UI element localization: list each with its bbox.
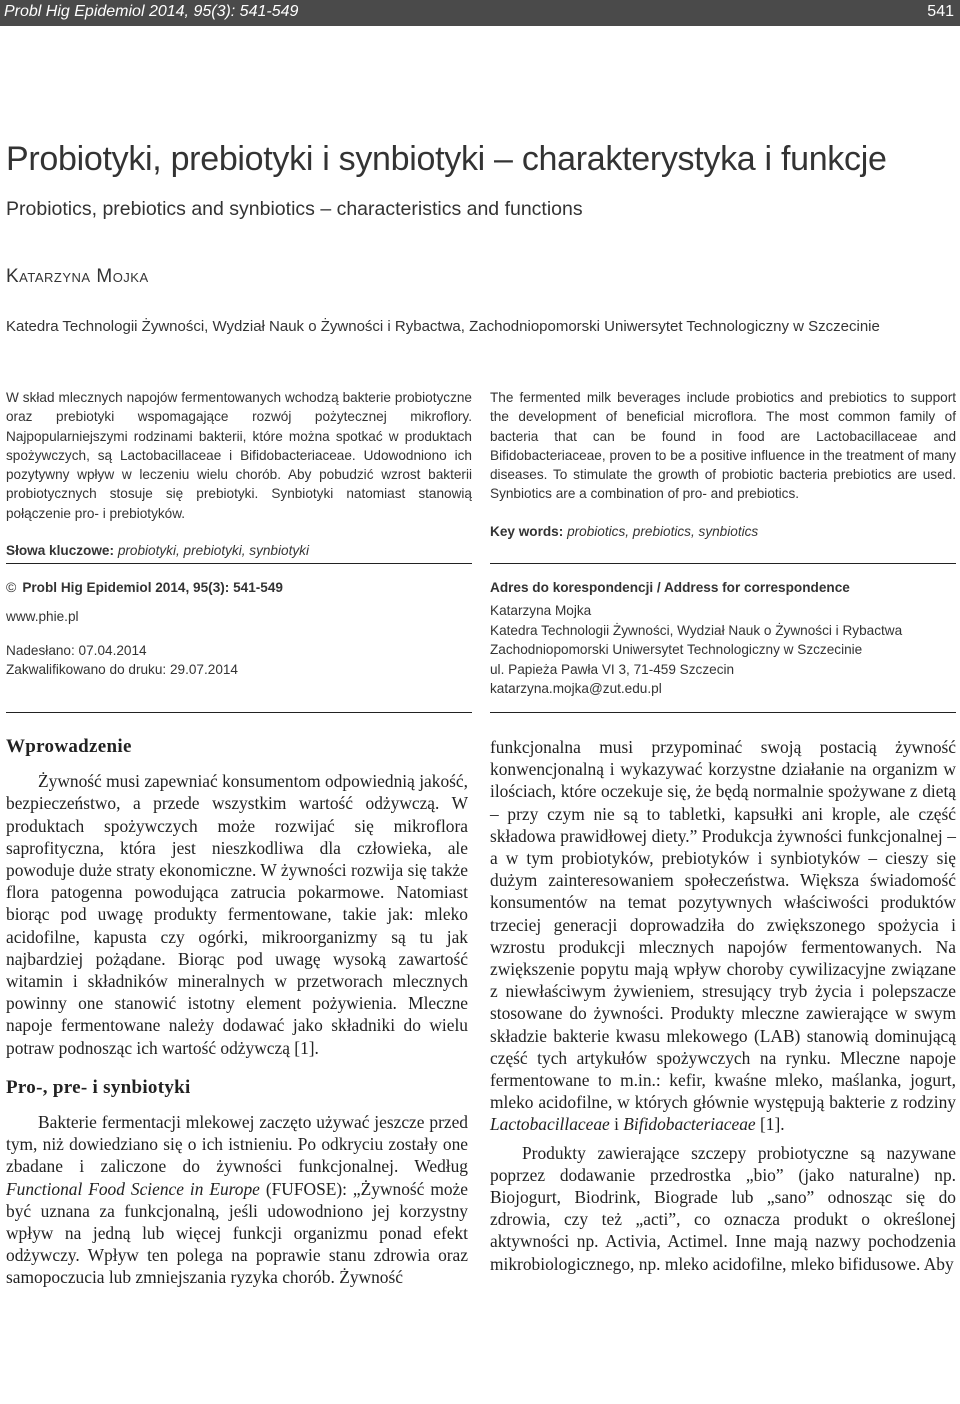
- fufose-title: Functional Food Science in Europe: [6, 1178, 260, 1199]
- submitted-date: Nadesłano: 07.04.2014: [6, 642, 147, 658]
- correspondence-email-link[interactable]: katarzyna.mojka@zut.edu.pl: [490, 681, 662, 697]
- article-subtitle: Probiotics, prebiotics and synbiotics – characteristics and functions: [6, 198, 583, 220]
- abstract-english-text: The fermented milk beverages include probiotics and prebiotics to support the development of beneficial microflora. The most common family of bacteria that can be found in food are Lactobacillaceae and Bifidobacteriaceae, proven to be a positive influence in the treatment of many diseases. To stimulate the growth of probiotic bacteria prebiotics are used. Synbiotics are a combination of pro- and prebiotics.: [490, 390, 956, 502]
- copyright-icon: ©: [6, 579, 17, 595]
- divider-right-top: [490, 563, 956, 564]
- accepted-date: Zakwalifikowano do druku: 29.07.2014: [6, 662, 238, 678]
- lactobacillaceae-term: Lactobacillaceae: [490, 1114, 610, 1135]
- publication-info: [6, 578, 446, 680]
- divider-left-top: [6, 563, 472, 564]
- continued-paragraph-text: funkcjonalna musi przypominać swoją postacią żywność konwencjonalną i wykazywać korzystne działanie na organizm w ilościach, które oczekuje się, że będą normalnie spożywane z dietą – przy czym nie są to tabletki, kapsułki ani krople, ale część składowa prawidłowej diety.” Produkcja żywności funkcjonalnej – a w tym probiotyków, prebiotyków i synbiotyków – cieszy się dużym zainteresowaniem społeczeństwa. Większa świadomość konsumentów na temat pozytywnych właściwości produktów trzeciej generacji doprowadziła do zwiększonego spożycia i wzrostu produkcji mlecznych napojów fermentowanych. Na zwiększenie popytu mają wpływ choroby cywilizacyjne związane z niewłaściwym żywieniem, stresujący tryb życia i polepszacze stosowane do żywności. Produkty mleczne zawierające w swym składzie bakterie kwasu mlekowego (LAB) stanowią dominującą część tych artykułów spożywczych na rynku. Mleczne napoje fermentowane to m.in.: kefir, kwaśne mleko, maślanka, jogurt, mleko acidofilne, w których głównie występują bakterie z rodziny: [490, 737, 956, 1113]
- keywords-english: [490, 522, 956, 541]
- correspondence-address: [490, 578, 956, 698]
- running-header: [0, 0, 960, 26]
- divider-left-bottom: [6, 712, 472, 713]
- correspondence-street: ul. Papieża Pawła VI 3, 71-459 Szczecin: [490, 661, 735, 677]
- keywords-polish: [6, 541, 472, 560]
- abstract-polish: [6, 388, 472, 560]
- body-column-right: [490, 736, 956, 1275]
- author-affiliation: Katedra Technologii Żywności, Wydział Nauk o Żywności i Rybactwa, Zachodniopomorski Uniwersytet Technologiczny w Szczecinie: [6, 318, 880, 335]
- correspondence-department: Katedra Technologii Żywności, Wydział Nauk o Żywności i Rybactwa: [490, 622, 903, 638]
- continued-paragraph: [490, 736, 956, 1136]
- journal-citation: Probl Hig Epidemiol 2014, 95(3): 541-549: [4, 3, 299, 20]
- author-name: Katarzyna Mojka: [6, 266, 149, 287]
- probiotics-paragraph-text-b: (FUFOSE): „Żywność może być uznana za funkcjonalną, jeśli udowodniono jej korzystny wpływ na jedną lub więcej funkcji organizmu ponad efekt odżywczy. Wpływ ten polega na poprawie stanu zdrowia oraz samopoczucia lub zmniejszania ryzyka chorób. Żywność: [6, 1178, 468, 1288]
- abstract-english: [490, 388, 956, 541]
- citation-text: Probl Hig Epidemiol 2014, 95(3): 541-549: [22, 580, 283, 595]
- divider-right-bottom: [490, 712, 956, 713]
- correspondence-university: Zachodniopomorski Uniwersytet Technologiczny w Szczecinie: [490, 642, 863, 658]
- probiotics-paragraph: [6, 1111, 468, 1289]
- correspondence-heading: Adres do korespondencji / Address for correspondence: [490, 580, 850, 595]
- journal-website-link[interactable]: www.phie.pl: [6, 609, 79, 625]
- section-heading-introduction: Wprowadzenie: [6, 736, 132, 757]
- keywords-english-values: probiotics, prebiotics, synbiotics: [567, 523, 759, 539]
- probiotics-paragraph-text-a: Bakterie fermentacji mlekowej zaczęto używać jeszcze przed tym, niż dowiedziano się o ich istnieniu. Po odkryciu zostały one zbadane i zaliczone do żywności funkcjonalnej. Według: [6, 1112, 468, 1177]
- products-paragraph: Produkty zawierające szczepy probiotyczne są nazywane poprzez dodawanie przedrostka „bio” (jako naturalne) np. Biojogurt, Biodrink, Biograde lub „sano” odnosząc się do zdrowia, czy też „acti”, co oznacza produkt o określonej aktywności np. Activia, Actimel. Inne mają nazwy pochodzenia mikrobiologicznego, np. mleko acidofilne, mleko bifidusowe. Aby: [490, 1142, 956, 1274]
- keywords-polish-label: Słowa kluczowe:: [6, 543, 115, 559]
- correspondence-name: Katarzyna Mojka: [490, 603, 592, 619]
- page-number: 541: [927, 3, 954, 20]
- introduction-paragraph: Żywność musi zapewniać konsumentom odpowiednią jakość, bezpieczeństwo, a przede wszystkim wartość odżywczą. W produktach spożywczych może rozwijać się mikroflora saprofityczna, która jest nieszkodliwa dla człowieka, ale powoduje duże straty ekonomiczne. W żywności rozwija się także flora patogenna powodująca zatrucia pokarmowe. Natomiast biorąc pod uwagę produkty fermentowane, takie jak: mleko acidofilne, kapusta czy ogórki, mikroorganizmy są tu jak najbardziej pożądane. Biorąc pod uwagę wysoką zawartość witamin i składników mineralnych w przetworach mlecznych powinny one stanowić istotny element pożywienia. Mleczne napoje fermentowane należy dodawać jako składniki do wielu potraw podnosząc ich wartość odżywczą [1].: [6, 771, 468, 1058]
- continued-paragraph-ref: [1].: [755, 1114, 785, 1135]
- citation-line: [6, 578, 446, 597]
- article-title: Probiotyki, prebiotyki i synbiotyki – charakterystyka i funkcje: [6, 140, 887, 178]
- continued-paragraph-conj: i: [609, 1114, 624, 1135]
- bifidobacteriaceae-term: Bifidobacteriaceae: [623, 1114, 756, 1135]
- body-column-left: [6, 736, 468, 1289]
- keywords-english-label: Key words:: [490, 523, 564, 539]
- abstract-polish-text: W skład mlecznych napojów fermentowanych wchodzą bakterie probiotyczne oraz prebiotyki wspomagające rozwój pożytecznej mikroflory. Najpopularniejszymi rodzinami bakterii, które można spotkać w produktach spożywczych, są Lactobacillaceae i Bifidobacteriaceae. Udowodniono ich pozytywny wpływ w leczeniu wielu chorób. Aby pobudzić wzrost bakterii probiotycznych stosuje się prebiotyki. Synbiotyki natomiast stanowią połączenie pro- i prebiotyków.: [6, 390, 472, 521]
- section-heading-probiotics: Pro-, pre- i synbiotyki: [6, 1076, 191, 1098]
- keywords-polish-values: probiotyki, prebiotyki, synbiotyki: [117, 543, 309, 559]
